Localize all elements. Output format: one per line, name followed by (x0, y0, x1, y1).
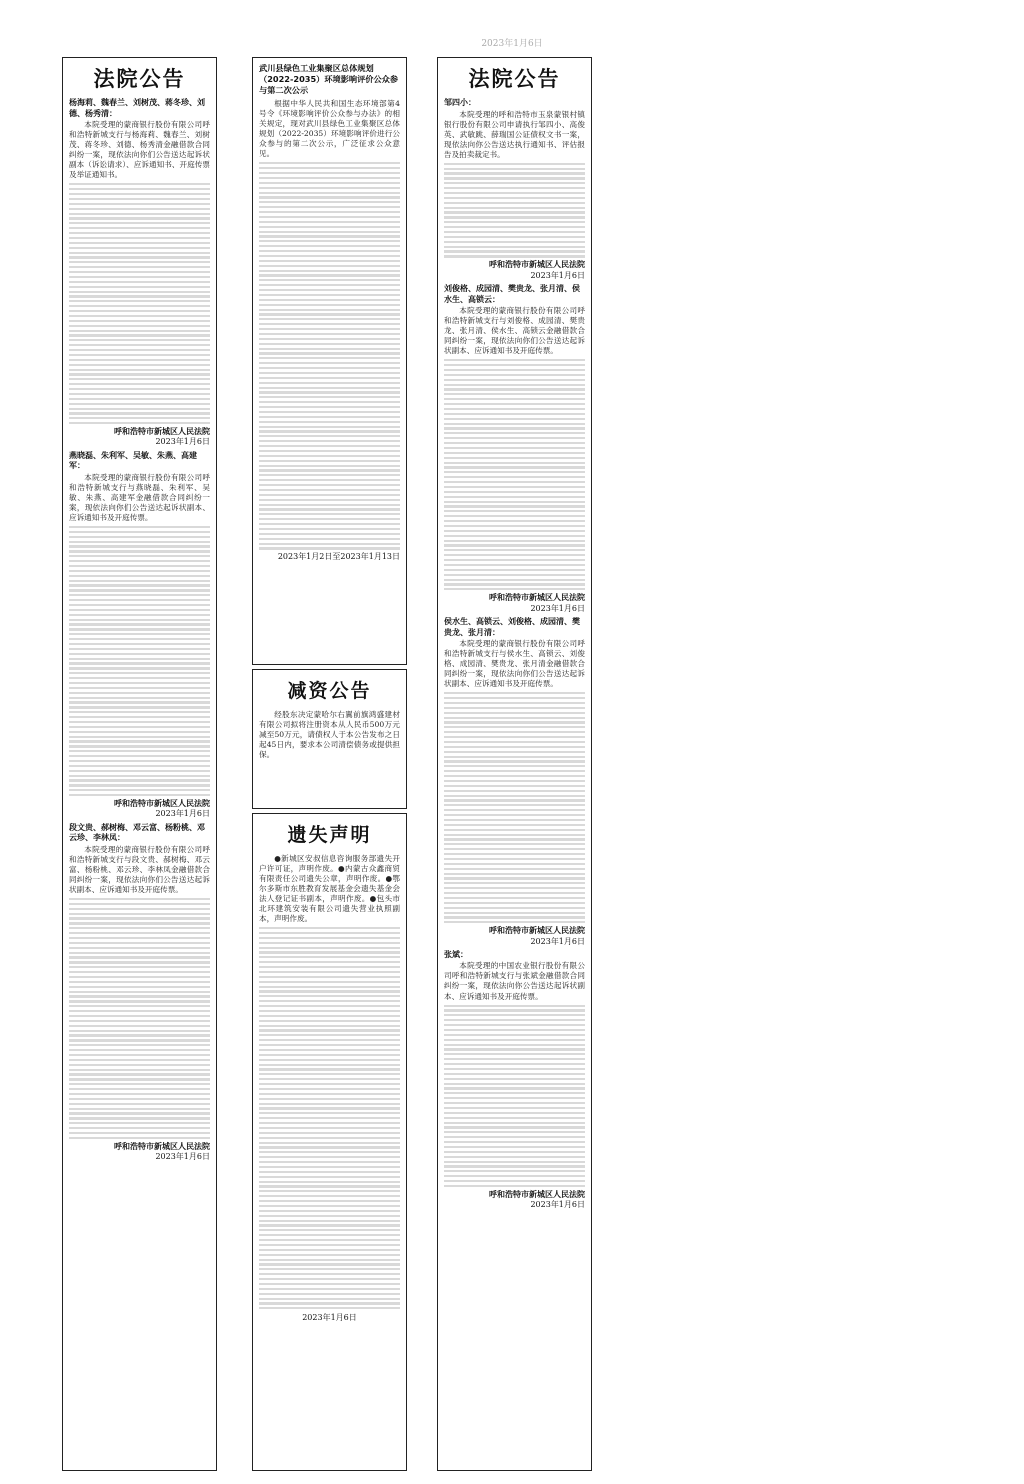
capital-reduction-body: 经股东决定蒙哈尔右翼前旗鸿盛建材有限公司拟将注册资本从人民币500万元减至50万元，请债权人于本公告发布之日起45日内，要求本公司清偿债务或提供担保。 (259, 709, 400, 759)
notice-date: 2023年1月6日 (155, 1152, 210, 1162)
notice-body: 本院受理的蒙商银行股份有限公司呼和浩特新城支行与段文贵、郝树梅、邓云富、杨粉桃、邓云珍、李林凤金融借款合同纠纷一案，现依法向你们公告送达起诉状副本、应诉通知书及开庭传票。 (69, 844, 210, 894)
notice-body: 本院受理的蒙商银行股份有限公司呼和浩特新城支行与杨海莉、魏春兰、刘树茂、蒋冬珍、刘德、杨秀清金融借款合同纠纷一案，现依法向你们公告送达起诉状副本（诉讼请求）、应诉通知书、开庭传票及举证通知书。 (69, 120, 210, 180)
court-signature: 呼和浩特市新城区人民法院 (114, 427, 210, 437)
eia-notice-box (252, 57, 407, 665)
notice-parties: 邹四小： (444, 98, 476, 108)
capital-reduction-box (252, 669, 407, 809)
lost-statement-title: 遗失声明 (287, 824, 372, 846)
page-date: 2023年1月6日 (481, 39, 543, 49)
notice-parties: 侯水生、高锁云、刘俊格、成园清、樊贵龙、张月清： (444, 616, 580, 637)
notice-parties: 刘俊格、成园清、樊贵龙、张月清、侯水生、高锁云： (444, 284, 580, 304)
text-lines (69, 898, 210, 1139)
notice-body: 本院受理的蒙商银行股份有限公司呼和浩特新城支行与侯水生、高锁云、刘俊格、成园清、樊贵龙、张月清金融借款合同纠纷一案，现依法向你们公告送达起诉状副本、应诉通知书及开庭传票。 (444, 639, 585, 689)
notice-block (69, 98, 210, 448)
notice-body: 本院受理的中国农业银行股份有限公司呼和浩特新城支行与张斌金融借款合同纠纷一案，现依法向你公告送达起诉状副本、应诉通知书及开庭传票。 (444, 961, 585, 1001)
notice-date: 2023年1月6日 (530, 1200, 585, 1210)
text-lines (444, 1005, 585, 1188)
text-lines (69, 526, 210, 796)
court-notice-title: 法院公告 (468, 67, 561, 91)
court-notice-title: 法院公告 (93, 67, 186, 91)
notice-block (444, 98, 585, 281)
court-signature: 呼和浩特市新城区人民法院 (114, 798, 210, 808)
court-signature: 呼和浩特市新城区人民法院 (114, 1141, 210, 1151)
notice-date: 2023年1月6日 (530, 603, 585, 613)
notice-body: 本院受理的蒙商银行股份有限公司呼和浩特新城支行与刘俊格、成园清、樊贵龙、张月清、侯水生、高锁云金融借款合同纠纷一案，现依法向你们公告送达起诉状副本、应诉通知书及开庭传票。 (444, 306, 585, 356)
text-lines (69, 183, 210, 424)
text-lines (259, 162, 400, 549)
capital-reduction-title: 减资公告 (287, 680, 372, 702)
text-lines (444, 692, 585, 923)
notice-date: 2023年1月6日 (530, 270, 585, 280)
text-lines (444, 359, 585, 590)
court-notice-column-3 (437, 57, 592, 1471)
court-signature: 呼和浩特市新城区人民法院 (489, 593, 585, 603)
notice-parties: 段文贵、郝树梅、邓云富、杨粉桃、邓云珍、李林凤： (69, 822, 205, 843)
lost-statement-body: ●新城区安叔信息咨询服务部遗失开户许可证，声明作废。●内蒙古众鑫商贸有限责任公司遗失公章，声明作废。●鄂尔多斯市东胜教育发展基金会遗失基金会法人登记证书副本，声明作废。●包头市北环建筑安装有限公司遗失营业执照副本，声明作废。 (259, 853, 400, 923)
eia-notice-title: 武川县绿色工业集聚区总体规划（2022-2035）环境影响评价公众参与第二次公示 (259, 63, 399, 96)
notice-block (444, 284, 585, 614)
notice-parties: 燕晓磊、朱利军、吴敏、朱燕、高建军： (69, 450, 197, 471)
notice-body: 本院受理的蒙商银行股份有限公司呼和浩特新城支行与燕晓磊、朱利军、吴敏、朱燕、高建军金融借款合同纠纷一案，现依法向你们公告送达起诉状副本、应诉通知书及开庭传票。 (69, 472, 210, 522)
text-lines (259, 927, 400, 1309)
notice-parties: 杨海莉、魏春兰、刘树茂、蒋冬珍、刘德、杨秀清： (69, 98, 205, 118)
notice-block (69, 451, 210, 820)
text-lines (444, 163, 585, 258)
eia-notice-period: 2023年1月2日至2023年1月13日 (277, 552, 400, 562)
notice-body: 本院受理的呼和浩特市玉泉蒙银村镇银行股份有限公司申请执行邹四小、高俊英、武敏跳、薛瑞国公证债权文书一案，现依法向你公告送达执行通知书、评估报告及拍卖裁定书。 (444, 109, 585, 159)
lost-statement-box (252, 813, 407, 1471)
court-signature: 呼和浩特市新城区人民法院 (489, 926, 585, 936)
eia-notice-body: 根据中华人民共和国生态环境部第4号令《环境影响评价公众参与办法》的相关规定，现对武川县绿色工业集聚区总体规划（2022-2035）环境影响评价进行公众参与的第二次公示，广泛征求公众意见。 (259, 99, 400, 159)
court-signature: 呼和浩特市新城区人民法院 (489, 1189, 585, 1199)
lost-statement-date: 2023年1月6日 (302, 1313, 357, 1323)
notice-parties: 张斌： (444, 949, 468, 959)
notice-block (444, 617, 585, 947)
notice-date: 2023年1月6日 (155, 437, 210, 447)
notice-block (69, 823, 210, 1163)
notice-date: 2023年1月6日 (155, 809, 210, 819)
notice-block (444, 950, 585, 1211)
court-notice-column-1 (62, 57, 217, 1471)
court-signature: 呼和浩特市新城区人民法院 (489, 260, 585, 270)
notice-date: 2023年1月6日 (530, 936, 585, 946)
